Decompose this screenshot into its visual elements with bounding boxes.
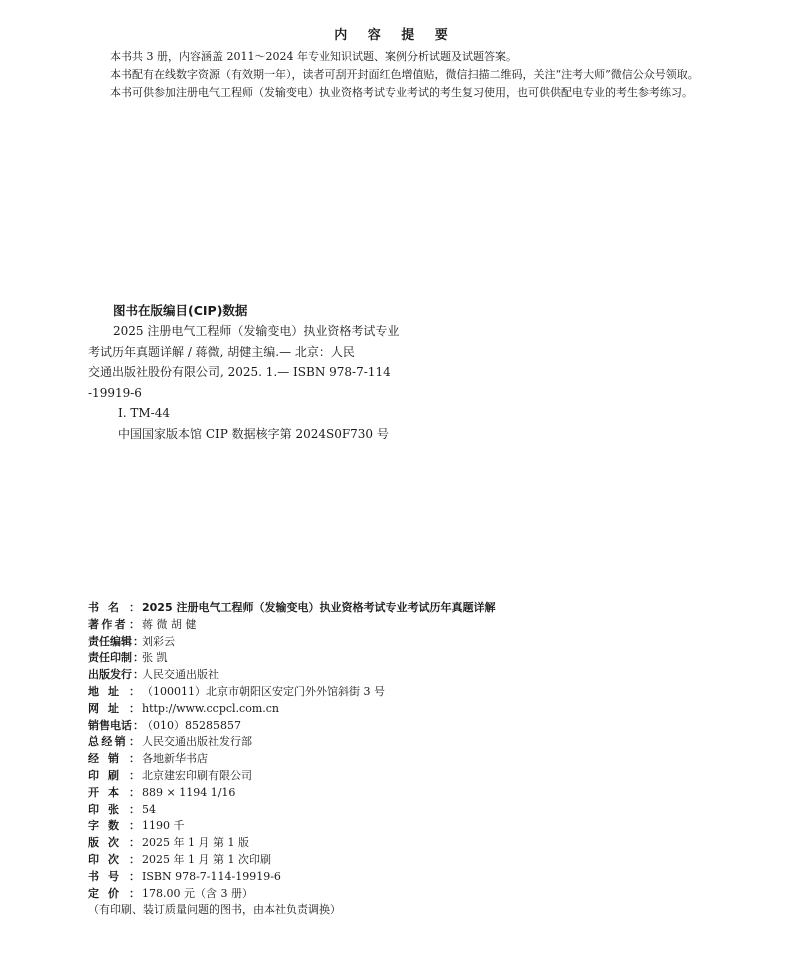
info-label: 总 经 销 ： <box>88 735 140 749</box>
info-value: 张 凯 <box>142 651 168 665</box>
info-label: 销售电话 ： <box>88 718 144 732</box>
info-row <box>88 701 728 718</box>
info-row <box>88 852 728 869</box>
info-label: 印 次 ： <box>88 852 140 866</box>
info-row <box>88 617 728 634</box>
info-label: 网 址 ： <box>88 701 140 715</box>
cip-record <box>88 321 448 444</box>
info-row <box>88 667 728 684</box>
publication-info <box>88 600 728 919</box>
info-value: （010）85285857 <box>142 718 241 732</box>
info-row <box>88 886 728 903</box>
cip-line: Ⅰ. TM-44 <box>118 406 170 420</box>
cip-line: 中国国家版本馆 CIP 数据核字第 2024S0F730 号 <box>118 426 389 441</box>
info-label: 地 址 ： <box>88 684 140 698</box>
info-value: 889 × 1194 1/16 <box>142 785 236 799</box>
info-label: 印 刷 ： <box>88 768 140 782</box>
info-row <box>88 835 728 852</box>
info-row <box>88 751 728 768</box>
summary-paragraph: 本书共 3 册，内容涵盖 2011～2024 年专业知识试题、案例分析试题及试题答案。 <box>110 50 517 63</box>
summary-title: 内 容 提 要 <box>334 28 456 43</box>
cip-line: 交通出版社股份有限公司, 2025. 1.— ISBN 978-7-114 <box>88 365 391 379</box>
info-label: 字 数 ： <box>88 819 140 833</box>
info-value: 人民交通出版社发行部 <box>142 735 252 749</box>
info-label: 印 张 ： <box>88 802 140 816</box>
info-row <box>88 734 728 751</box>
info-value: 蒋 微 胡 健 <box>142 617 197 631</box>
cip-heading: 图书在版编目(CIP)数据 <box>113 303 248 318</box>
info-label: 责任编辑 ： <box>88 634 144 648</box>
info-label: 书 号 ： <box>88 869 140 883</box>
info-row <box>88 802 728 819</box>
info-row <box>88 634 728 651</box>
info-value: ISBN 978-7-114-19919-6 <box>142 869 281 883</box>
info-value: 1190 千 <box>142 819 185 833</box>
info-row <box>88 650 728 667</box>
info-value: 刘彩云 <box>142 634 175 648</box>
info-value: 2025 年 1 月 第 1 版 <box>142 836 249 850</box>
info-label: 定 价 ： <box>88 886 140 900</box>
summary-paragraph: 本书可供参加注册电气工程师（发输变电）执业资格考试专业考试的考生复习使用，也可供供配电专业的考生参考练习。 <box>110 86 693 99</box>
info-value: 人民交通出版社 <box>142 668 219 682</box>
info-value: http://www.ccpcl.com.cn <box>142 701 280 715</box>
info-label: 开 本 ： <box>88 785 140 799</box>
info-value: 北京建宏印刷有限公司 <box>142 768 252 782</box>
info-label: 书 名 ： <box>88 601 140 614</box>
info-value: 各地新华书店 <box>142 752 208 766</box>
info-label: 著 作 者 ： <box>88 617 140 631</box>
cip-line: -19919-6 <box>88 385 142 400</box>
summary-body <box>88 48 706 102</box>
info-label: 经 销 ： <box>88 752 140 766</box>
summary-paragraph: 本书配有在线数字资源（有效期一年），读者可刮开封面红色增值贴，微信扫描二维码，关注“注考大师”微信公众号领取。 <box>110 68 699 81</box>
info-label: 版 次 ： <box>88 836 140 850</box>
quality-note: （有印刷、装订质量问题的图书，由本社负责调换） <box>88 903 341 917</box>
info-row <box>88 600 728 617</box>
cip-line: 2025 注册电气工程师（发输变电）执业资格考试专业 <box>113 324 400 338</box>
info-row <box>88 684 728 701</box>
info-row <box>88 768 728 785</box>
info-row <box>88 869 728 886</box>
info-label: 责任印制 ： <box>88 651 144 665</box>
info-value: 2025 年 1 月 第 1 次印刷 <box>142 852 271 866</box>
info-row <box>88 785 728 802</box>
cip-line: 考试历年真题详解 / 蒋微, 胡健主编.— 北京：人民 <box>88 344 355 359</box>
info-row <box>88 818 728 835</box>
info-value: 178.00 元（含 3 册） <box>142 886 253 900</box>
info-row <box>88 718 728 735</box>
info-value: （100011）北京市朝阳区安定门外外馆斜街 3 号 <box>142 684 385 698</box>
info-value: 54 <box>142 802 156 816</box>
info-value: 2025 注册电气工程师（发输变电）执业资格考试专业考试历年真题详解 <box>142 601 496 614</box>
info-label: 出版发行 ： <box>88 668 144 682</box>
